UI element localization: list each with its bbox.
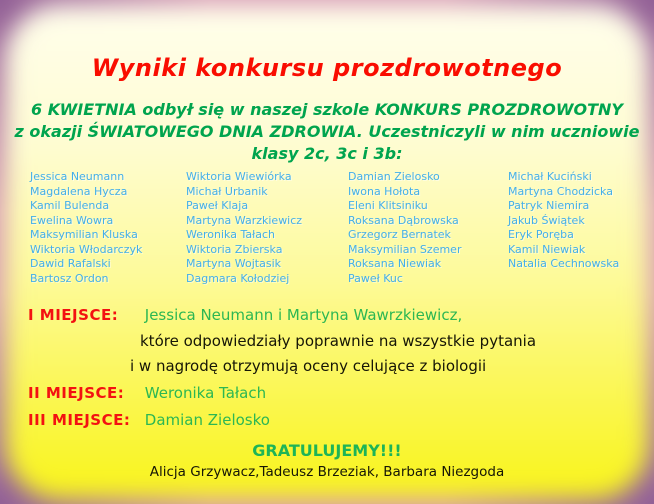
place-label: III MIEJSCE: [28,411,131,429]
participant-name: Paweł Klaja [186,199,249,212]
participant-name: Ewelina Wowra [30,213,114,227]
participant-name: Roksana Dąbrowska [348,213,459,227]
participants-column-3 [348,170,461,286]
winner-names: Jessica Neumann i Martyna Wawrzkiewicz, [144,306,463,324]
participant-name: Maksymilian Szemer [348,242,462,256]
participant-name: Michał Urbanik [186,184,268,198]
result-row-third-place [28,411,270,429]
participant-name: Bartosz Ordon [30,271,109,285]
signature-text: Alicja Grzywacz,Tadeusz Brzeziak, Barbara Niezgoda [149,464,505,480]
participant-name: Michał Kuciński [508,170,592,183]
place-label: II MIEJSCE: [28,384,125,402]
participant-name: Wiktoria Wiewiórka [186,170,292,183]
participant-name: Dagmara Kołodziej [186,271,290,285]
participant-name: Magdalena Hycza [30,184,128,198]
intro-line-2: z okazji ŚWIATOWEGO DNIA ZDROWIA. Uczestniczyli w nim uczniowie [14,122,640,141]
participant-name: Dawid Rafalski [30,257,111,270]
participant-name: Kamil Bulenda [30,199,110,212]
participant-name: Eryk Poręba [508,228,574,241]
result-row-first-place [28,306,462,324]
place-label: I MIEJSCE: [28,306,119,324]
participant-name: Wiktoria Zbierska [186,242,283,256]
participant-name: Damian Zielosko [348,170,440,183]
congrats-text: GRATULUJEMY!!! [252,441,402,460]
page-title: Wyniki konkursu prozdrowotnego [91,54,563,82]
result-note: i w nagrodę otrzymują oceny celujące z biologii [130,357,487,375]
participant-name: Natalia Cechnowska [508,257,620,270]
participant-name: Iwona Hołota [348,184,421,198]
participant-name: Wiktoria Włodarczyk [30,242,143,256]
participant-name: Maksymilian Kluska [30,228,138,241]
participant-name: Martyna Warzkiewicz [186,213,303,227]
result-row-second-place [28,384,266,402]
participant-name: Jessica Neumann [30,170,125,183]
participant-name: Jakub Świątek [508,213,585,227]
result-note: które odpowiedziały poprawnie na wszystkie pytania [140,332,537,350]
participant-name: Eleni Klitsiniku [348,199,428,212]
participant-name: Kamil Niewiak [508,242,586,256]
participant-name: Grzegorz Bernatek [348,228,451,241]
participant-name: Patryk Niemira [508,199,590,212]
participants-column-1 [30,170,142,286]
winner-names: Damian Zielosko [144,411,270,429]
participant-name: Martyna Chodzicka [508,184,613,198]
participant-name: Paweł Kuc [348,271,403,285]
intro-paragraph [0,99,654,165]
participant-name: Martyna Wojtasik [186,257,282,270]
participant-name: Roksana Niewiak [348,257,442,270]
participant-name: Weronika Tałach [186,228,275,241]
winner-names: Weronika Tałach [144,384,267,402]
intro-line-1: 6 KWIETNIA odbył się w naszej szkole KONKURS PROZDROWOTNY [30,100,624,119]
participants-column-2 [186,170,302,286]
participants-column-4 [508,170,619,272]
intro-line-3: klasy 2c, 3c i 3b: [251,144,403,163]
